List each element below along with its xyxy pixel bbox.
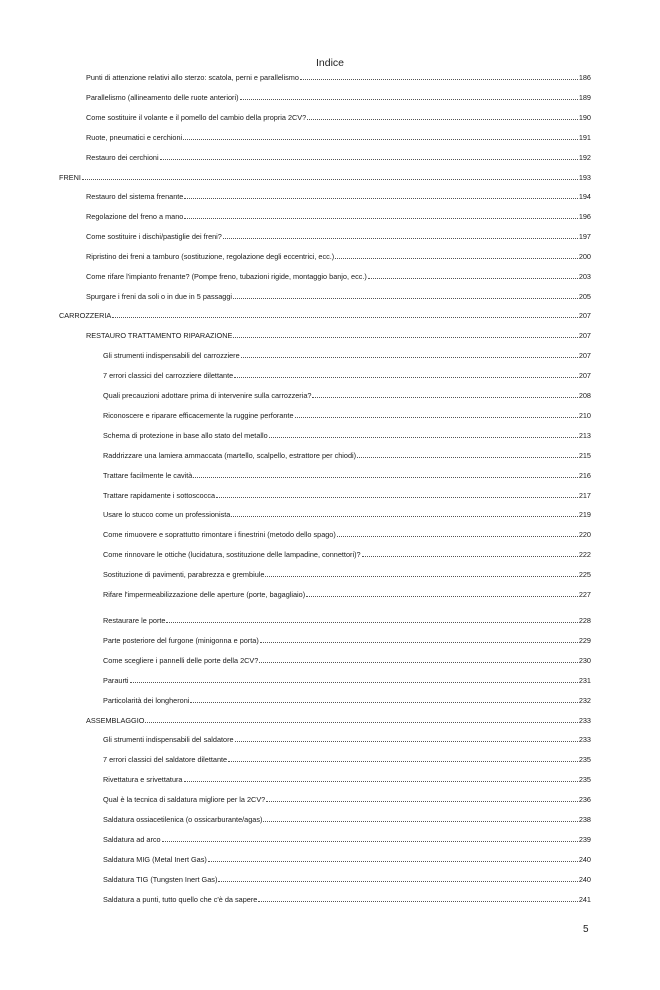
toc-entry-page: 235 <box>578 775 591 784</box>
toc-entry-title: Raddrizzare una lamiera ammaccata (martello, scalpello, estrattore per chiodi) <box>103 451 357 460</box>
toc-entry-title: Come sostituire il volante e il pomello del cambio della propria 2CV? <box>86 113 307 122</box>
toc-dot-leader <box>223 232 578 239</box>
toc-entry-page: 233 <box>578 716 591 725</box>
toc-entry-title: Saldatura ossiacetilenica (o ossicarburante/agas) <box>103 815 263 824</box>
toc-entry-title: Sostituzione di pavimenti, parabrezza e grembiule <box>103 570 265 579</box>
toc-entry-title: Parallelismo (allineamento delle ruote anteriori) <box>86 93 239 102</box>
toc-entry-page: 193 <box>578 173 591 182</box>
toc-entry-page: 203 <box>578 272 591 281</box>
toc-entry-title: Rifare l'impermeabilizzazione delle aperture (porte, bagagliaio) <box>103 590 306 599</box>
toc-entry[interactable] <box>86 269 591 281</box>
toc-entry-page: 228 <box>578 616 591 625</box>
toc-dot-leader <box>263 815 577 822</box>
toc-entry-title: Spurgare i freni da soli o in due in 5 passaggi <box>86 292 233 301</box>
toc-entry[interactable] <box>86 328 591 340</box>
toc-dot-leader <box>241 351 578 358</box>
toc-dot-leader <box>259 656 577 663</box>
toc-dot-leader <box>306 590 578 597</box>
toc-entry[interactable] <box>103 488 591 500</box>
toc-entry[interactable] <box>103 772 591 784</box>
toc-entry[interactable] <box>86 130 591 142</box>
toc-entry-title: Saldatura ad arco <box>103 835 161 844</box>
toc-entry[interactable] <box>86 70 591 82</box>
toc-entry-title: Come rinnovare le ottiche (lucidatura, sostituzione delle lampadine, connettori)? <box>103 550 361 559</box>
toc-dot-leader <box>216 491 578 498</box>
toc-entry-page: 217 <box>578 491 591 500</box>
toc-entry-page: 220 <box>578 530 591 539</box>
toc-entry-title: ASSEMBLAGGIO <box>86 716 145 725</box>
toc-entry-title: RESTAURO TRATTAMENTO RIPARAZIONE <box>86 331 233 340</box>
toc-entry-title: 7 errori classici del saldatore dilettante <box>103 755 228 764</box>
toc-dot-leader <box>233 331 577 338</box>
toc-entry-page: 207 <box>578 371 591 380</box>
toc-entry-title: Quali precauzioni adottare prima di intervenire sulla carrozzeria? <box>103 391 312 400</box>
toc-entry[interactable] <box>103 752 591 764</box>
toc-dot-leader <box>295 411 578 418</box>
toc-entry-page: 197 <box>578 232 591 241</box>
toc-entry-page: 186 <box>578 73 591 82</box>
toc-entry-title: Saldatura TIG (Tungsten Inert Gas) <box>103 875 218 884</box>
toc-entry-page: 216 <box>578 471 591 480</box>
toc-entry-title: Qual è la tecnica di saldatura migliore per la 2CV? <box>103 795 266 804</box>
toc-entry-page: 227 <box>578 590 591 599</box>
toc-entry-page: 229 <box>578 636 591 645</box>
toc-entry-page: 205 <box>578 292 591 301</box>
toc-entry[interactable] <box>103 507 591 519</box>
toc-entry-page: 240 <box>578 875 591 884</box>
toc-dot-leader <box>337 530 578 537</box>
toc-entry[interactable] <box>86 209 591 221</box>
page-number: 5 <box>583 924 589 935</box>
toc-entry-page: 210 <box>578 411 591 420</box>
toc-entry-title: Rivettatura e srivettatura <box>103 775 183 784</box>
toc-entry-title: 7 errori classici del carrozziere dilettante <box>103 371 234 380</box>
toc-entry[interactable] <box>103 872 591 884</box>
toc-entry[interactable] <box>86 90 591 102</box>
toc-dot-leader <box>160 153 578 160</box>
toc-entry[interactable] <box>103 408 591 420</box>
toc-entry[interactable] <box>103 428 591 440</box>
toc-entry-page: 219 <box>578 510 591 519</box>
toc-entry[interactable] <box>103 613 591 625</box>
toc-entry[interactable] <box>103 527 591 539</box>
toc-entry-page: 207 <box>578 351 591 360</box>
toc-entry[interactable] <box>103 567 591 579</box>
toc-entry-page: 230 <box>578 656 591 665</box>
toc-entry-title: Saldatura MIG (Metal Inert Gas) <box>103 855 207 864</box>
toc-entry-title: FRENI <box>59 173 81 182</box>
toc-dot-leader <box>162 835 578 842</box>
toc-entry-title: Restauro dei cerchioni <box>86 153 159 162</box>
toc-dot-leader <box>193 471 577 478</box>
toc-entry[interactable] <box>86 150 591 162</box>
toc-dot-leader <box>183 133 578 140</box>
toc-entry[interactable] <box>103 368 591 380</box>
toc-entry-title: Come scegliere i pannelli delle porte della 2CV? <box>103 656 259 665</box>
toc-dot-leader <box>218 875 577 882</box>
toc-entry-title: Gli strumenti indispensabili del saldatore <box>103 735 234 744</box>
toc-entry[interactable] <box>103 448 591 460</box>
toc-dot-leader <box>266 795 578 802</box>
toc-entry-title: Ripristino dei freni a tamburo (sostituzione, regolazione degli eccentrici, ecc.) <box>86 252 335 261</box>
toc-entry[interactable] <box>103 852 591 864</box>
toc-entry[interactable] <box>103 673 591 685</box>
toc-dot-leader <box>307 113 578 120</box>
toc-dot-leader <box>145 716 577 723</box>
toc-entry-title: Come sostituire i dischi/pastiglie dei freni? <box>86 232 222 241</box>
toc-entry[interactable] <box>103 388 591 400</box>
toc-entry-title: Gli strumenti indispensabili del carrozziere <box>103 351 240 360</box>
toc-entry[interactable] <box>86 189 591 201</box>
toc-dot-leader <box>231 510 577 517</box>
toc-entry-page: 196 <box>578 212 591 221</box>
toc-dot-leader <box>82 173 578 180</box>
toc-entry[interactable] <box>103 633 591 645</box>
toc-entry-page: 238 <box>578 815 591 824</box>
toc-entry-page: 207 <box>578 311 591 320</box>
toc-entry-page: 241 <box>578 895 591 904</box>
toc-dot-leader <box>235 735 578 742</box>
toc-entry-title: Come rimuovere e soprattutto rimontare i finestrini (metodo dello spago) <box>103 530 336 539</box>
toc-dot-leader <box>265 570 577 577</box>
toc-dot-leader <box>300 73 578 80</box>
toc-entry[interactable] <box>103 587 591 599</box>
toc-entry-title: Punti di attenzione relativi allo sterzo: scatola, perni e parallelismo <box>86 73 299 82</box>
toc-dot-leader <box>258 895 577 902</box>
toc-entry[interactable] <box>103 892 591 904</box>
toc-entry-page: 236 <box>578 795 591 804</box>
toc-dot-leader <box>335 252 578 259</box>
toc-entry-page: 215 <box>578 451 591 460</box>
toc-entry-page: 194 <box>578 192 591 201</box>
toc-entry-page: 222 <box>578 550 591 559</box>
toc-entry-title: CARROZZERIA <box>59 311 112 320</box>
page-title: Indice <box>315 57 345 69</box>
toc-entry-title: Schema di protezione in base allo stato del metallo <box>103 431 268 440</box>
toc-entry-title: Come rifare l'impianto frenante? (Pompe freno, tubazioni rigide, montaggio banjo, ecc.) <box>86 272 367 281</box>
toc-dot-leader <box>208 855 578 862</box>
toc-entry-page: 207 <box>578 331 591 340</box>
toc-entry-title: Trattare facilmente le cavità <box>103 471 193 480</box>
toc-entry[interactable] <box>103 732 591 744</box>
toc-dot-leader <box>260 636 578 643</box>
toc-entry-page: 200 <box>578 252 591 261</box>
toc-entry-title: Regolazione del freno a mano <box>86 212 184 221</box>
toc-dot-leader <box>190 696 577 703</box>
toc-entry-page: 208 <box>578 391 591 400</box>
toc-dot-leader <box>357 451 578 458</box>
toc-entry-page: 191 <box>578 133 591 142</box>
toc-entry[interactable] <box>103 693 591 705</box>
toc-entry-page: 190 <box>578 113 591 122</box>
toc-dot-leader <box>240 93 578 100</box>
toc-entry-title: Particolarità dei longheroni <box>103 696 190 705</box>
toc-dot-leader <box>234 371 578 378</box>
toc-entry[interactable] <box>103 547 591 559</box>
toc-entry[interactable] <box>86 229 591 241</box>
toc-entry[interactable] <box>103 348 591 360</box>
toc-entry-title: Paraurti <box>103 676 129 685</box>
toc-entry-page: 189 <box>578 93 591 102</box>
toc-dot-leader <box>269 431 578 438</box>
toc-dot-leader <box>184 775 578 782</box>
toc-entry[interactable] <box>86 249 591 261</box>
toc-dot-leader <box>362 550 578 557</box>
toc-entry-page: 233 <box>578 735 591 744</box>
toc-dot-leader <box>233 292 578 299</box>
toc-entry-title: Restauro del sistema frenante <box>86 192 184 201</box>
toc-dot-leader <box>368 272 578 279</box>
toc-entry-page: 239 <box>578 835 591 844</box>
toc-dot-leader <box>166 616 577 623</box>
toc-entry-page: 231 <box>578 676 591 685</box>
toc-entry[interactable] <box>59 308 591 320</box>
toc-entry-page: 232 <box>578 696 591 705</box>
toc-dot-leader <box>184 212 577 219</box>
toc-entry[interactable] <box>103 653 591 665</box>
toc-entry-title: Restaurare le porte <box>103 616 166 625</box>
toc-entry-title: Parte posteriore del furgone (minigonna e porta) <box>103 636 259 645</box>
toc-entry-title: Usare lo stucco come un professionista <box>103 510 231 519</box>
toc-dot-leader <box>130 676 578 683</box>
toc-dot-leader <box>312 391 577 398</box>
toc-entry[interactable] <box>103 812 591 824</box>
toc-entry[interactable] <box>103 468 591 480</box>
toc-dot-leader <box>228 755 578 762</box>
toc-entry-page: 225 <box>578 570 591 579</box>
toc-entry-title: Saldatura a punti, tutto quello che c'è da sapere <box>103 895 258 904</box>
toc-entry-page: 235 <box>578 755 591 764</box>
toc-dot-leader <box>112 311 578 318</box>
toc-entry-title: Riconoscere e riparare efficacemente la ruggine perforante <box>103 411 294 420</box>
toc-entry-title: Trattare rapidamente i sottoscocca <box>103 491 216 500</box>
toc-entry[interactable] <box>103 832 591 844</box>
toc-entry-page: 240 <box>578 855 591 864</box>
toc-entry-page: 192 <box>578 153 591 162</box>
toc-entry[interactable] <box>86 110 591 122</box>
toc-entry[interactable] <box>103 792 591 804</box>
toc-entry[interactable] <box>86 713 591 725</box>
toc-entry-title: Ruote, pneumatici e cerchioni <box>86 133 183 142</box>
toc-entry[interactable] <box>59 170 591 182</box>
toc-entry[interactable] <box>86 289 591 301</box>
toc-dot-leader <box>184 192 577 199</box>
toc-entry-page: 213 <box>578 431 591 440</box>
